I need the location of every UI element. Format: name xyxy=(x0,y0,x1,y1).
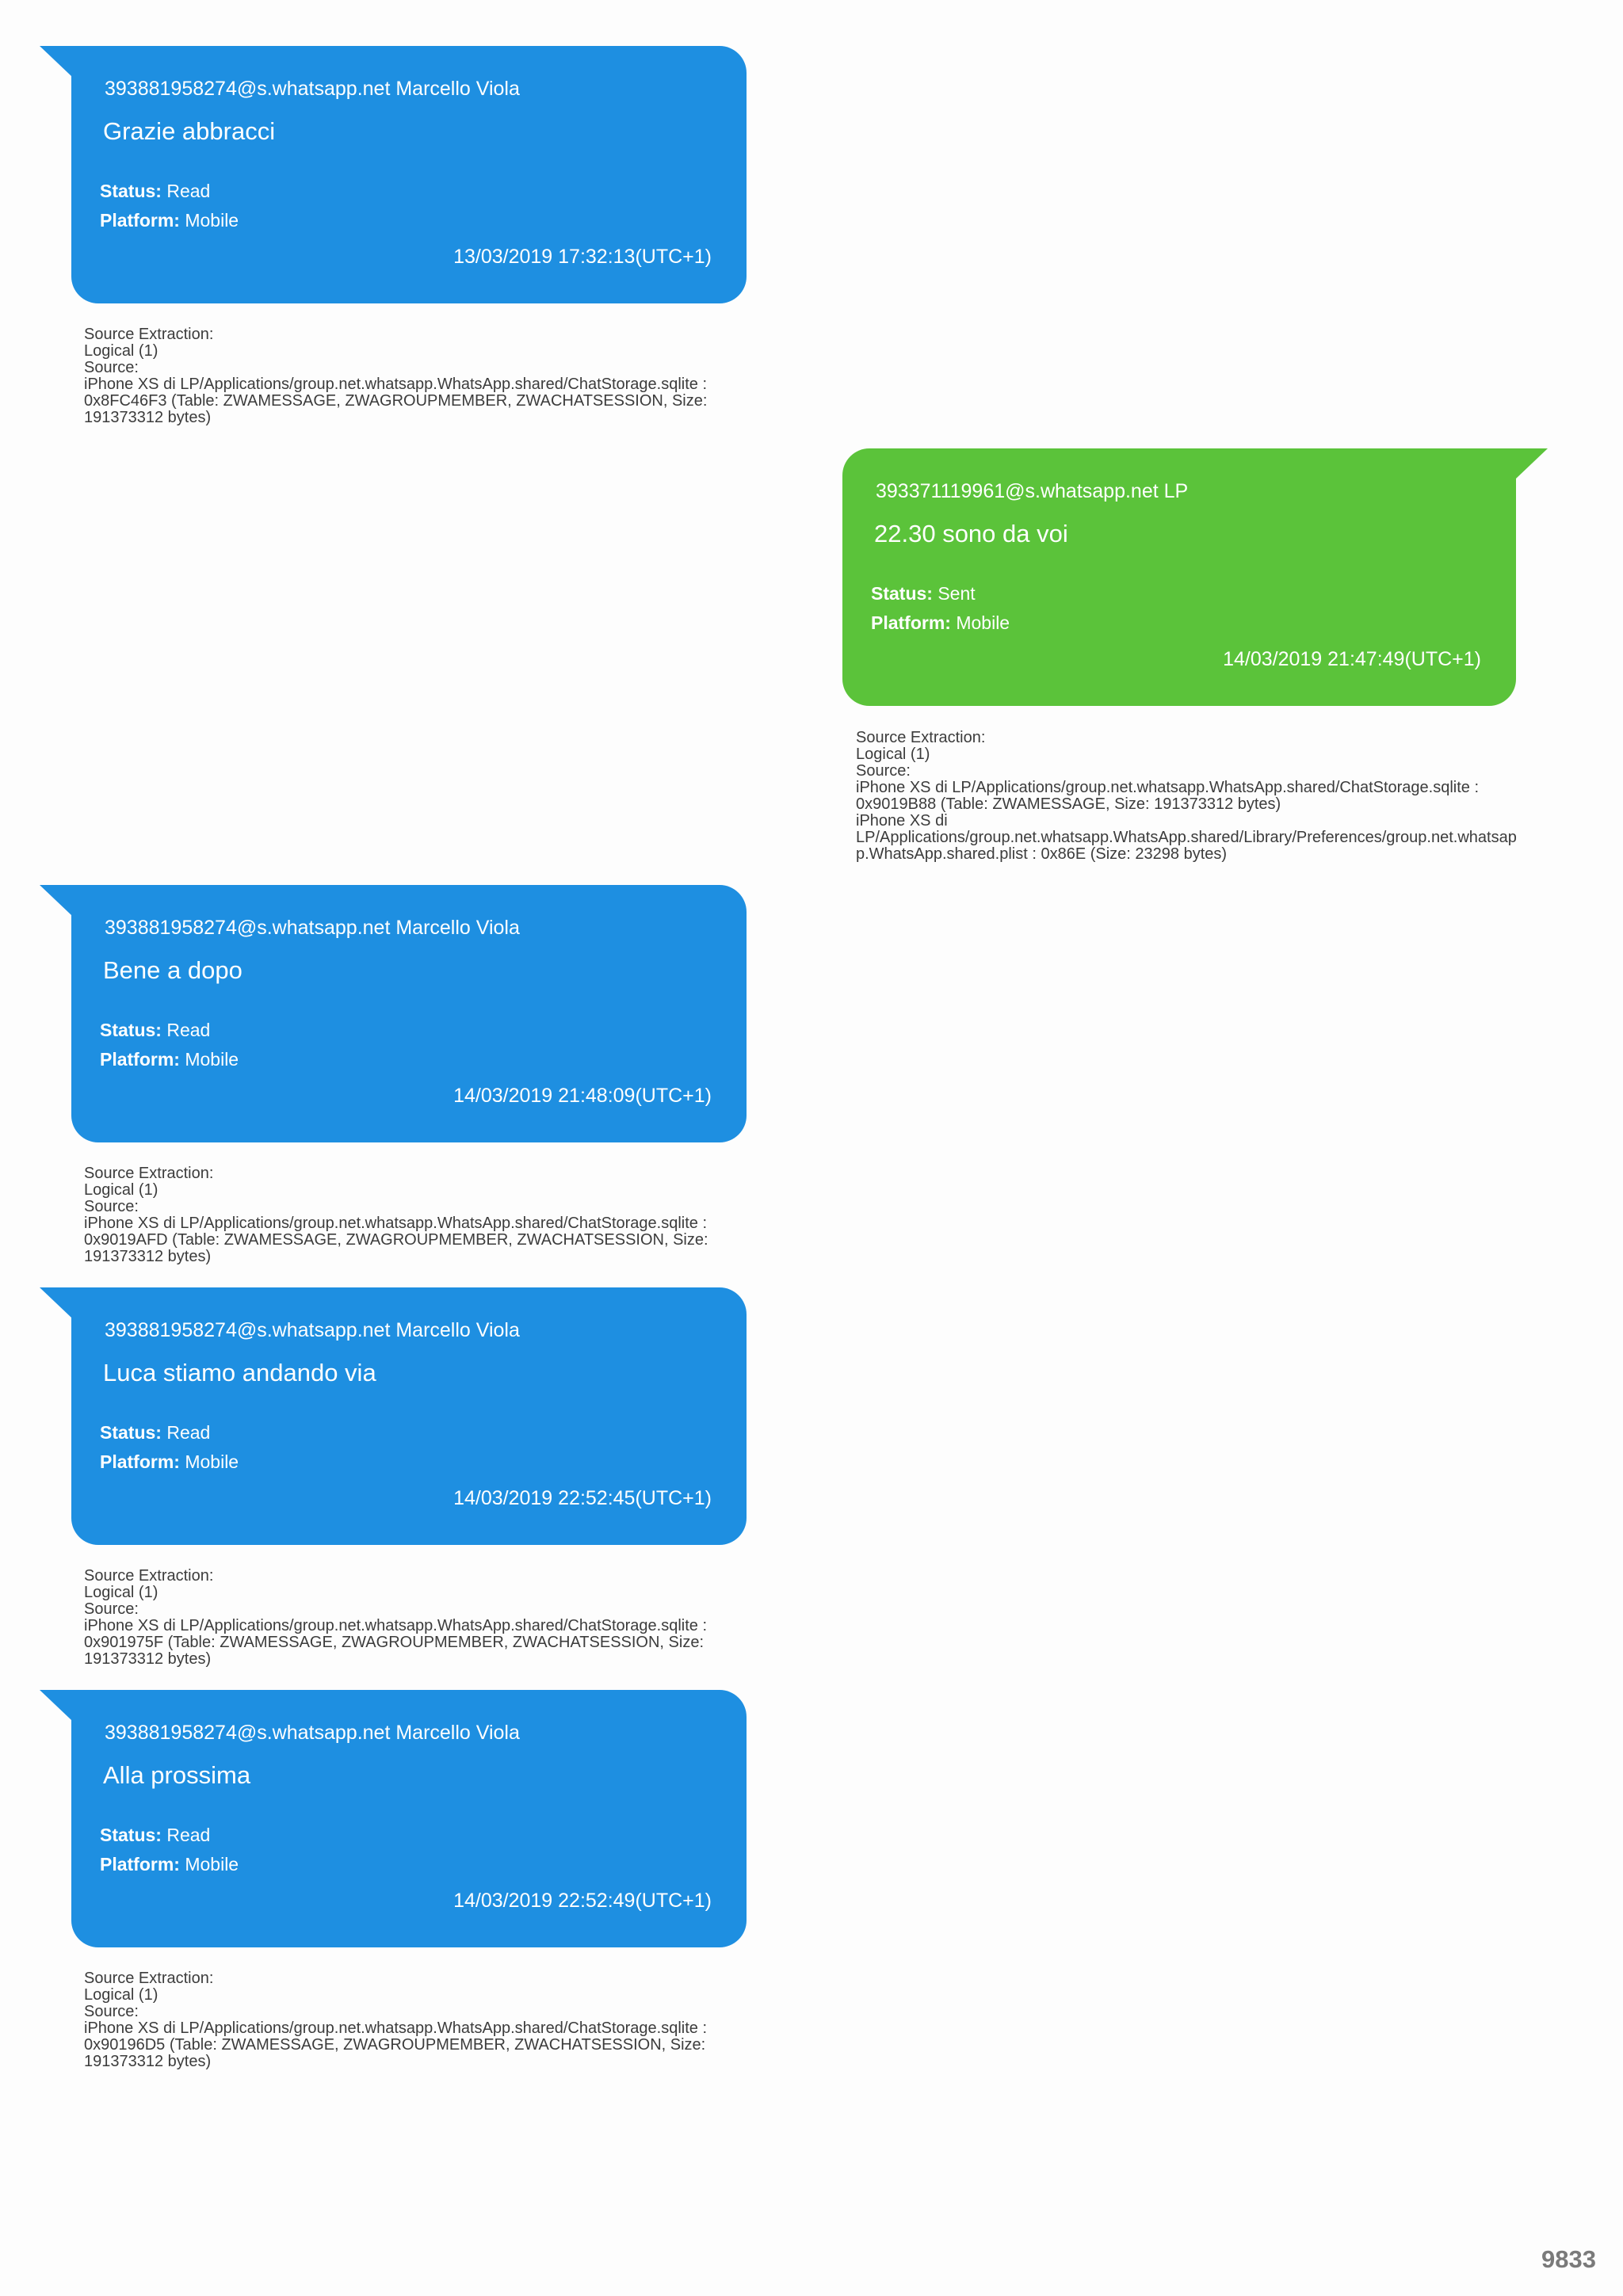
bubble-tail xyxy=(40,1690,71,1720)
status-label: Status: xyxy=(100,1422,162,1443)
message-sender: 393371119961@s.whatsapp.net LP xyxy=(876,480,1189,502)
platform-value: Mobile xyxy=(185,1451,239,1472)
platform-value: Mobile xyxy=(185,1049,239,1070)
bubble-tail xyxy=(40,885,71,915)
message-text: Luca stiamo andando via xyxy=(103,1359,376,1386)
message-sender: 393881958274@s.whatsapp.net Marcello Viola xyxy=(105,1722,520,1744)
message-platform xyxy=(100,210,239,231)
message-status xyxy=(100,181,210,202)
message-status xyxy=(871,583,976,605)
source-extraction: Source Extraction: Logical (1) Source: iPhone XS di LP/Applications/group.net.whatsapp.WhatsApp.shared/ChatStorage.sqlite : 0x9019AFD (Table: ZWAMESSAGE, ZWAGROUPMEMBER, ZWACHATSESSION, Size: 191373312 bytes) xyxy=(84,1165,708,1265)
message-incoming xyxy=(41,885,747,1142)
source-extraction: Source Extraction: Logical (1) Source: iPhone XS di LP/Applications/group.net.whatsapp.WhatsApp.shared/ChatStorage.sqlite : 0x9019B88 (Table: ZWAMESSAGE, Size: 191373312 bytes) iPhone XS di LP/Applications/group.net.whatsapp.WhatsApp.shared/Library/Preferences/group.net.whatsap p.WhatsApp.shared.plist : 0x86E (Size: 23298 bytes) xyxy=(856,729,1517,863)
message-bubble xyxy=(842,448,1516,706)
message-platform xyxy=(100,1854,239,1875)
message-bubble xyxy=(71,46,747,303)
platform-value: Mobile xyxy=(185,210,239,231)
message-platform xyxy=(871,612,1010,634)
status-label: Status: xyxy=(100,181,162,201)
source-extraction: Source Extraction: Logical (1) Source: iPhone XS di LP/Applications/group.net.whatsapp.WhatsApp.shared/ChatStorage.sqlite : 0x8FC46F3 (Table: ZWAMESSAGE, ZWAGROUPMEMBER, ZWACHATSESSION, Size: 191373312 bytes) xyxy=(84,326,708,426)
message-status xyxy=(100,1020,210,1041)
platform-label: Platform: xyxy=(100,210,180,231)
message-text: Grazie abbracci xyxy=(103,117,276,145)
platform-label: Platform: xyxy=(100,1854,180,1875)
source-extraction: Source Extraction: Logical (1) Source: iPhone XS di LP/Applications/group.net.whatsapp.WhatsApp.shared/ChatStorage.sqlite : 0x901975F (Table: ZWAMESSAGE, ZWAGROUPMEMBER, ZWACHATSESSION, Size: 191373312 bytes) xyxy=(84,1567,708,1668)
message-text: 22.30 sono da voi xyxy=(874,520,1068,547)
status-value: Read xyxy=(166,1825,211,1845)
message-status xyxy=(100,1422,210,1444)
status-label: Status: xyxy=(100,1825,162,1845)
message-incoming xyxy=(41,1287,747,1545)
message-outgoing xyxy=(811,448,1516,706)
platform-value: Mobile xyxy=(185,1854,239,1875)
platform-value: Mobile xyxy=(956,612,1010,633)
page-number: 9833 xyxy=(1541,2245,1596,2273)
message-status xyxy=(100,1825,210,1846)
message-timestamp: 14/03/2019 22:52:45(UTC+1) xyxy=(453,1487,712,1509)
bubble-tail xyxy=(40,1287,71,1318)
message-timestamp: 13/03/2019 17:32:13(UTC+1) xyxy=(453,246,712,268)
platform-label: Platform: xyxy=(100,1451,180,1472)
status-value: Sent xyxy=(938,583,976,604)
message-timestamp: 14/03/2019 21:47:49(UTC+1) xyxy=(1223,648,1481,670)
status-label: Status: xyxy=(871,583,933,604)
bubble-tail xyxy=(40,46,71,76)
message-sender: 393881958274@s.whatsapp.net Marcello Viola xyxy=(105,1319,520,1341)
message-bubble xyxy=(71,1690,747,1947)
status-value: Read xyxy=(166,1020,211,1040)
message-timestamp: 14/03/2019 21:48:09(UTC+1) xyxy=(453,1085,712,1107)
message-bubble xyxy=(71,885,747,1142)
message-sender: 393881958274@s.whatsapp.net Marcello Viola xyxy=(105,917,520,939)
message-sender: 393881958274@s.whatsapp.net Marcello Viola xyxy=(105,78,520,100)
platform-label: Platform: xyxy=(100,1049,180,1070)
message-incoming xyxy=(41,1690,747,1947)
message-text: Bene a dopo xyxy=(103,956,242,984)
status-label: Status: xyxy=(100,1020,162,1040)
message-bubble xyxy=(71,1287,747,1545)
message-text: Alla prossima xyxy=(103,1761,251,1789)
message-timestamp: 14/03/2019 22:52:49(UTC+1) xyxy=(453,1890,712,1912)
status-value: Read xyxy=(166,181,211,201)
platform-label: Platform: xyxy=(871,612,951,633)
source-extraction: Source Extraction: Logical (1) Source: iPhone XS di LP/Applications/group.net.whatsapp.WhatsApp.shared/ChatStorage.sqlite : 0x90196D5 (Table: ZWAMESSAGE, ZWAGROUPMEMBER, ZWACHATSESSION, Size: 191373312 bytes) xyxy=(84,1970,708,2070)
message-incoming xyxy=(41,46,747,303)
status-value: Read xyxy=(166,1422,211,1443)
message-platform xyxy=(100,1049,239,1070)
bubble-tail xyxy=(1516,448,1548,479)
message-platform xyxy=(100,1451,239,1473)
